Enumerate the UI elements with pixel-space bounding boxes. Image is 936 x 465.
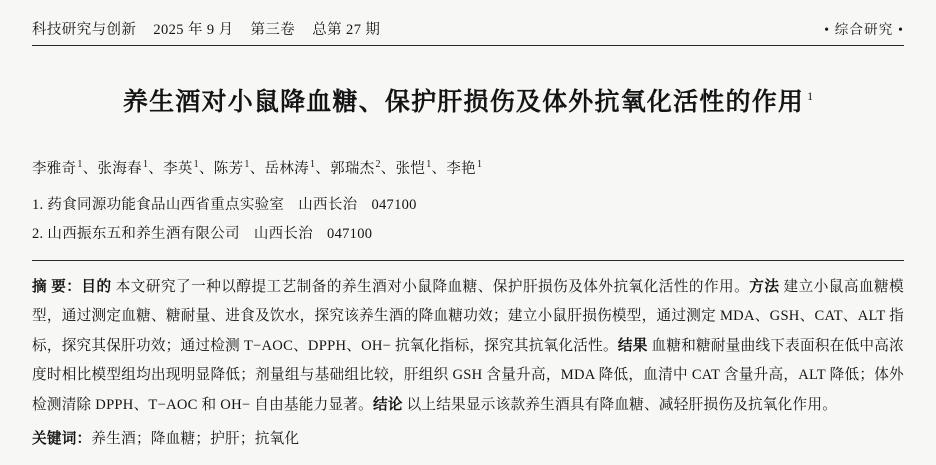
abstract-objective-text: 本文研究了一种以醇提工艺制备的养生酒对小鼠降血糖、保护肝损伤及体外抗氧化活性的作用。 bbox=[111, 278, 750, 295]
title-block bbox=[32, 70, 904, 135]
author-name: 张恺 bbox=[395, 160, 426, 177]
keywords-label: 关键词： bbox=[32, 431, 92, 448]
author-name: 李雅奇 bbox=[32, 160, 77, 177]
author-affiliation-marker: 1 bbox=[244, 158, 250, 170]
abstract-label: 摘 要： bbox=[32, 278, 82, 295]
keyword-separator: ； bbox=[195, 431, 211, 448]
running-head-left bbox=[32, 18, 380, 39]
author bbox=[381, 158, 432, 177]
author-affiliation-marker: 1 bbox=[142, 158, 149, 170]
abstract-methods-label: 方法 bbox=[749, 278, 780, 295]
affiliation-name: 药食同源功能食品山西省重点实验室 bbox=[47, 197, 285, 214]
author-name: 张海春 bbox=[97, 160, 142, 177]
abstract bbox=[32, 273, 904, 420]
author-name: 岳林涛 bbox=[264, 160, 309, 177]
keyword-separator: ； bbox=[239, 431, 255, 448]
author-name: 陈芳 bbox=[213, 160, 244, 177]
author-affiliation-marker: 1 bbox=[309, 158, 316, 170]
author bbox=[83, 158, 149, 177]
abstract-objective-label: 目的 bbox=[81, 278, 112, 295]
affiliation-name: 山西振东五和养生酒有限公司 bbox=[47, 225, 240, 242]
volume: 第三卷 bbox=[250, 22, 296, 38]
affiliation-postcode: 047100 bbox=[371, 197, 417, 214]
affiliation-list bbox=[32, 191, 904, 248]
author-affiliation-marker: 1 bbox=[476, 158, 483, 170]
author-affiliation-marker: 1 bbox=[426, 158, 432, 170]
keyword: 养生酒 bbox=[91, 431, 136, 448]
abstract-methods-text: 建立小鼠高血糖模型，通过测定血糖、糖耐量、进食及饮水，探究该养生酒的降血糖功效；建立小鼠肝损伤模型，通过测定 MDA、GSH、CAT、ALT 指标，探究其保肝功效；通过检测 T−AOC、DPPH、OH− 抗氧化指标，探究其抗氧化活性。 bbox=[32, 278, 904, 354]
author-list bbox=[32, 157, 904, 181]
author bbox=[148, 158, 199, 177]
author bbox=[432, 158, 483, 177]
affiliation-index: 1. bbox=[32, 197, 44, 214]
section-label: • 综合研究 • bbox=[824, 22, 904, 37]
issue-number: 总第 27 期 bbox=[312, 22, 381, 38]
title-text: 养生酒对小鼠降血糖、保护肝损伤及体外抗氧化活性的作用 bbox=[122, 88, 805, 116]
affiliation-city: 山西长治 bbox=[298, 197, 358, 214]
abstract-conclusion-label: 结论 bbox=[372, 396, 403, 413]
affiliation-postcode: 047100 bbox=[327, 225, 373, 242]
keyword-separator: ； bbox=[135, 431, 151, 448]
author-name: 李英 bbox=[163, 160, 193, 177]
author bbox=[199, 158, 250, 177]
author-affiliation-marker: 1 bbox=[193, 158, 199, 170]
author-affiliation-marker: 2 bbox=[375, 158, 381, 170]
keyword: 抗氧化 bbox=[254, 431, 300, 448]
author bbox=[315, 158, 381, 177]
journal-name: 科技研究与创新 bbox=[32, 22, 137, 38]
author bbox=[250, 158, 316, 177]
author-name: 郭瑞杰 bbox=[330, 160, 375, 177]
page-title bbox=[123, 87, 813, 118]
issue-date: 2025 年 9 月 bbox=[153, 22, 234, 38]
affiliation-city: 山西长治 bbox=[253, 225, 314, 242]
divider bbox=[32, 260, 904, 261]
title-footnote-marker: 1 bbox=[807, 89, 814, 104]
keyword: 护肝 bbox=[210, 431, 240, 448]
affiliation bbox=[32, 191, 904, 219]
author-name: 李艳 bbox=[446, 160, 476, 177]
keyword: 降血糖 bbox=[150, 431, 196, 448]
author bbox=[32, 158, 83, 177]
running-head bbox=[32, 0, 904, 46]
abstract-results-text: 血糖和糖耐量曲线下表面积在低中高浓度时相比模型组均出现明显降低；剂量组与基础组比较，肝组织 GSH 含量升高，MDA 降低，血清中 CAT 含量升高，ALT 降低；体外检测清除 DPPH、T−AOC 和 OH− 自由基能力显著。 bbox=[32, 337, 904, 413]
abstract-conclusion-text: 以上结果显示该款养生酒具有降血糖、减轻肝损伤及抗氧化作用。 bbox=[402, 396, 838, 413]
abstract-results-label: 结果 bbox=[617, 337, 648, 354]
affiliation-index: 2. bbox=[32, 225, 44, 242]
keywords bbox=[32, 426, 904, 454]
author-affiliation-marker: 1 bbox=[77, 158, 83, 170]
affiliation bbox=[32, 220, 904, 248]
